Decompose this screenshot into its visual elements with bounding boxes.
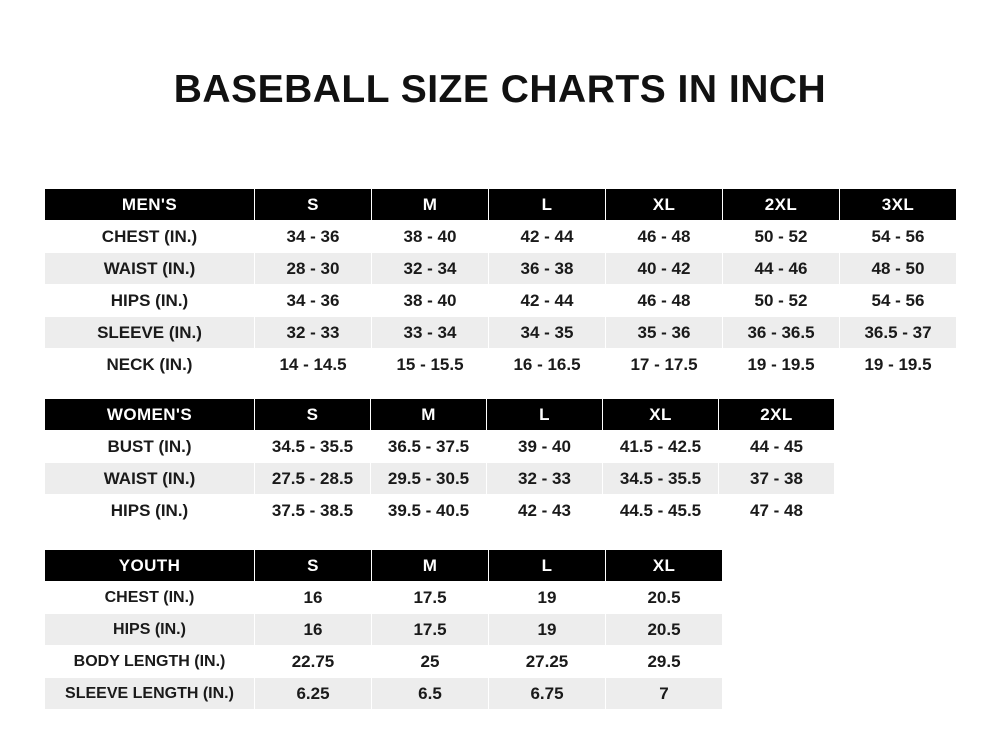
- row-label: SLEEVE LENGTH (IN.): [45, 678, 255, 710]
- cell: 17 - 17.5: [606, 349, 723, 381]
- column-header-xl: XL: [606, 189, 723, 221]
- cell: 54 - 56: [840, 285, 957, 317]
- column-header-m: M: [371, 399, 487, 431]
- cell: 15 - 15.5: [372, 349, 489, 381]
- table-row: [45, 463, 835, 495]
- cell: 42 - 44: [489, 221, 606, 253]
- row-label: BODY LENGTH (IN.): [45, 646, 255, 678]
- cell: 6.5: [372, 678, 489, 710]
- cell: 36 - 38: [489, 253, 606, 285]
- table-row: [45, 646, 723, 678]
- column-header-category: YOUTH: [45, 550, 255, 582]
- cell: 35 - 36: [606, 317, 723, 349]
- column-header-l: L: [487, 399, 603, 431]
- column-header-xl: XL: [606, 550, 723, 582]
- cell: 20.5: [606, 582, 723, 614]
- cell: 20.5: [606, 614, 723, 646]
- column-header-category: WOMEN'S: [45, 399, 255, 431]
- youth-size-chart: [44, 549, 723, 710]
- cell: 19: [489, 582, 606, 614]
- cell: 32 - 33: [487, 463, 603, 495]
- row-label: SLEEVE (IN.): [45, 317, 255, 349]
- cell: 54 - 56: [840, 221, 957, 253]
- row-label: HIPS (IN.): [45, 614, 255, 646]
- cell: 38 - 40: [372, 285, 489, 317]
- cell: 29.5: [606, 646, 723, 678]
- cell: 46 - 48: [606, 221, 723, 253]
- table-row: [45, 285, 957, 317]
- cell: 44 - 46: [723, 253, 840, 285]
- column-header-2xl: 2XL: [723, 189, 840, 221]
- column-header-s: S: [255, 550, 372, 582]
- table-header-row: [45, 550, 723, 582]
- column-header-category: MEN'S: [45, 189, 255, 221]
- table-row: [45, 349, 957, 381]
- cell: 42 - 44: [489, 285, 606, 317]
- table-header-row: [45, 399, 835, 431]
- cell: 32 - 33: [255, 317, 372, 349]
- cell: 44 - 45: [719, 431, 835, 463]
- cell: 39.5 - 40.5: [371, 495, 487, 527]
- cell: 50 - 52: [723, 221, 840, 253]
- cell: 33 - 34: [372, 317, 489, 349]
- cell: 36.5 - 37.5: [371, 431, 487, 463]
- row-label: CHEST (IN.): [45, 582, 255, 614]
- column-header-xl: XL: [603, 399, 719, 431]
- row-label: WAIST (IN.): [45, 463, 255, 495]
- column-header-l: L: [489, 550, 606, 582]
- column-header-3xl: 3XL: [840, 189, 957, 221]
- cell: 27.5 - 28.5: [255, 463, 371, 495]
- cell: 48 - 50: [840, 253, 957, 285]
- cell: 39 - 40: [487, 431, 603, 463]
- cell: 6.25: [255, 678, 372, 710]
- womens-size-chart: [44, 398, 835, 527]
- row-label: WAIST (IN.): [45, 253, 255, 285]
- table-header-row: [45, 189, 957, 221]
- cell: 41.5 - 42.5: [603, 431, 719, 463]
- cell: 7: [606, 678, 723, 710]
- cell: 19 - 19.5: [723, 349, 840, 381]
- cell: 36 - 36.5: [723, 317, 840, 349]
- cell: 17.5: [372, 582, 489, 614]
- column-header-l: L: [489, 189, 606, 221]
- cell: 50 - 52: [723, 285, 840, 317]
- table-row: [45, 678, 723, 710]
- row-label: NECK (IN.): [45, 349, 255, 381]
- cell: 34 - 36: [255, 285, 372, 317]
- row-label: BUST (IN.): [45, 431, 255, 463]
- table-row: [45, 582, 723, 614]
- table-row: [45, 317, 957, 349]
- cell: 34 - 36: [255, 221, 372, 253]
- cell: 17.5: [372, 614, 489, 646]
- column-header-s: S: [255, 399, 371, 431]
- table-row: [45, 221, 957, 253]
- table-row: [45, 614, 723, 646]
- column-header-m: M: [372, 550, 489, 582]
- cell: 36.5 - 37: [840, 317, 957, 349]
- cell: 14 - 14.5: [255, 349, 372, 381]
- cell: 16 - 16.5: [489, 349, 606, 381]
- cell: 16: [255, 614, 372, 646]
- cell: 25: [372, 646, 489, 678]
- column-header-m: M: [372, 189, 489, 221]
- cell: 19 - 19.5: [840, 349, 957, 381]
- page-title: BASEBALL SIZE CHARTS IN INCH: [173, 68, 827, 111]
- table-row: [45, 253, 957, 285]
- cell: 37 - 38: [719, 463, 835, 495]
- cell: 27.25: [489, 646, 606, 678]
- cell: 38 - 40: [372, 221, 489, 253]
- column-header-2xl: 2XL: [719, 399, 835, 431]
- cell: 32 - 34: [372, 253, 489, 285]
- cell: 34 - 35: [489, 317, 606, 349]
- cell: 22.75: [255, 646, 372, 678]
- row-label: CHEST (IN.): [45, 221, 255, 253]
- cell: 47 - 48: [719, 495, 835, 527]
- cell: 46 - 48: [606, 285, 723, 317]
- column-header-s: S: [255, 189, 372, 221]
- cell: 34.5 - 35.5: [255, 431, 371, 463]
- cell: 42 - 43: [487, 495, 603, 527]
- cell: 28 - 30: [255, 253, 372, 285]
- cell: 29.5 - 30.5: [371, 463, 487, 495]
- cell: 37.5 - 38.5: [255, 495, 371, 527]
- row-label: HIPS (IN.): [45, 285, 255, 317]
- cell: 19: [489, 614, 606, 646]
- mens-size-chart: [44, 188, 957, 381]
- cell: 44.5 - 45.5: [603, 495, 719, 527]
- cell: 40 - 42: [606, 253, 723, 285]
- table-row: [45, 495, 835, 527]
- cell: 16: [255, 582, 372, 614]
- cell: 6.75: [489, 678, 606, 710]
- row-label: HIPS (IN.): [45, 495, 255, 527]
- cell: 34.5 - 35.5: [603, 463, 719, 495]
- table-row: [45, 431, 835, 463]
